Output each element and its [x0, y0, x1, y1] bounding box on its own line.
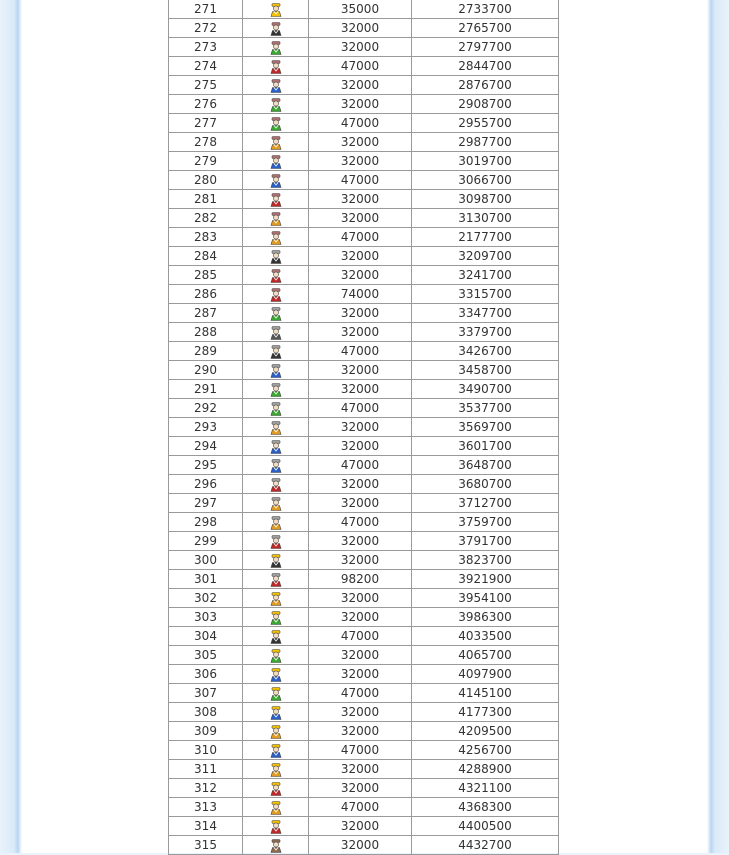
window-frame-left	[0, 0, 22, 853]
level-cell: 280	[169, 171, 243, 190]
total-exp-cell: 4209500	[412, 722, 559, 741]
table-row	[169, 323, 559, 342]
rank-icon	[269, 839, 283, 853]
table-row	[169, 475, 559, 494]
exp-cell: 32000	[309, 95, 412, 114]
total-exp-cell: 3066700	[412, 171, 559, 190]
table-row	[169, 114, 559, 133]
content-panel	[22, 0, 707, 853]
rank-icon	[269, 98, 283, 112]
level-cell: 302	[169, 589, 243, 608]
table-row	[169, 152, 559, 171]
total-exp-cell: 4288900	[412, 760, 559, 779]
table-row	[169, 627, 559, 646]
total-exp-cell: 3569700	[412, 418, 559, 437]
exp-cell: 47000	[309, 627, 412, 646]
rank-icon	[269, 535, 283, 549]
rank-icon	[269, 79, 283, 93]
level-cell: 314	[169, 817, 243, 836]
table-row	[169, 437, 559, 456]
total-exp-cell: 3759700	[412, 513, 559, 532]
rank-icon	[269, 459, 283, 473]
level-cell: 306	[169, 665, 243, 684]
total-exp-cell: 2733700	[412, 0, 559, 19]
rank-icon	[269, 611, 283, 625]
level-cell: 284	[169, 247, 243, 266]
rank-icon-cell	[243, 475, 309, 494]
rank-icon	[269, 744, 283, 758]
rank-icon-cell	[243, 0, 309, 19]
exp-cell: 32000	[309, 836, 412, 855]
total-exp-cell: 4321100	[412, 779, 559, 798]
table-row	[169, 133, 559, 152]
exp-cell: 32000	[309, 38, 412, 57]
total-exp-cell: 3648700	[412, 456, 559, 475]
rank-icon-cell	[243, 342, 309, 361]
level-cell: 279	[169, 152, 243, 171]
table-row	[169, 171, 559, 190]
exp-cell: 47000	[309, 228, 412, 247]
rank-icon	[269, 345, 283, 359]
table-row	[169, 646, 559, 665]
table-row	[169, 190, 559, 209]
table-row	[169, 247, 559, 266]
rank-icon-cell	[243, 399, 309, 418]
table-row	[169, 722, 559, 741]
table-row	[169, 760, 559, 779]
level-cell: 282	[169, 209, 243, 228]
exp-cell: 32000	[309, 19, 412, 38]
rank-icon	[269, 763, 283, 777]
exp-cell: 47000	[309, 798, 412, 817]
exp-cell: 47000	[309, 114, 412, 133]
rank-icon-cell	[243, 228, 309, 247]
total-exp-cell: 3130700	[412, 209, 559, 228]
rank-icon	[269, 383, 283, 397]
table-row	[169, 418, 559, 437]
rank-icon	[269, 212, 283, 226]
level-cell: 278	[169, 133, 243, 152]
table-row	[169, 513, 559, 532]
total-exp-cell: 2765700	[412, 19, 559, 38]
exp-cell: 32000	[309, 209, 412, 228]
total-exp-cell: 3098700	[412, 190, 559, 209]
rank-icon	[269, 497, 283, 511]
exp-cell: 32000	[309, 76, 412, 95]
rank-icon	[269, 41, 283, 55]
exp-cell: 32000	[309, 304, 412, 323]
rank-icon-cell	[243, 38, 309, 57]
rank-icon	[269, 326, 283, 340]
table-row	[169, 817, 559, 836]
level-cell: 281	[169, 190, 243, 209]
exp-cell: 32000	[309, 703, 412, 722]
rank-icon	[269, 364, 283, 378]
rank-icon-cell	[243, 152, 309, 171]
exp-cell: 32000	[309, 418, 412, 437]
total-exp-cell: 3680700	[412, 475, 559, 494]
total-exp-cell: 2797700	[412, 38, 559, 57]
rank-icon-cell	[243, 76, 309, 95]
exp-cell: 32000	[309, 646, 412, 665]
level-cell: 296	[169, 475, 243, 494]
rank-icon	[269, 307, 283, 321]
table-row	[169, 589, 559, 608]
rank-icon	[269, 516, 283, 530]
total-exp-cell: 3490700	[412, 380, 559, 399]
level-cell: 283	[169, 228, 243, 247]
total-exp-cell: 4256700	[412, 741, 559, 760]
total-exp-cell: 3954100	[412, 589, 559, 608]
rank-icon-cell	[243, 779, 309, 798]
rank-icon	[269, 3, 283, 17]
level-cell: 277	[169, 114, 243, 133]
rank-icon-cell	[243, 608, 309, 627]
rank-icon-cell	[243, 589, 309, 608]
exp-cell: 32000	[309, 589, 412, 608]
rank-icon-cell	[243, 57, 309, 76]
rank-icon-cell	[243, 760, 309, 779]
total-exp-cell: 2177700	[412, 228, 559, 247]
table-row	[169, 456, 559, 475]
rank-icon-cell	[243, 95, 309, 114]
rank-icon	[269, 649, 283, 663]
rank-icon-cell	[243, 665, 309, 684]
total-exp-cell: 3209700	[412, 247, 559, 266]
level-table	[168, 0, 559, 855]
table-row	[169, 285, 559, 304]
exp-cell: 74000	[309, 285, 412, 304]
total-exp-cell: 4432700	[412, 836, 559, 855]
rank-icon-cell	[243, 114, 309, 133]
rank-icon-cell	[243, 741, 309, 760]
total-exp-cell: 3458700	[412, 361, 559, 380]
exp-cell: 47000	[309, 456, 412, 475]
level-cell: 274	[169, 57, 243, 76]
exp-cell: 32000	[309, 323, 412, 342]
level-cell: 276	[169, 95, 243, 114]
total-exp-cell: 3791700	[412, 532, 559, 551]
level-cell: 304	[169, 627, 243, 646]
table-row	[169, 76, 559, 95]
table-row	[169, 532, 559, 551]
rank-icon-cell	[243, 285, 309, 304]
rank-icon	[269, 22, 283, 36]
exp-cell: 35000	[309, 0, 412, 19]
rank-icon	[269, 554, 283, 568]
total-exp-cell: 3823700	[412, 551, 559, 570]
level-cell: 291	[169, 380, 243, 399]
total-exp-cell: 3921900	[412, 570, 559, 589]
total-exp-cell: 2908700	[412, 95, 559, 114]
table-row	[169, 361, 559, 380]
table-row	[169, 798, 559, 817]
level-cell: 311	[169, 760, 243, 779]
rank-icon-cell	[243, 171, 309, 190]
rank-icon	[269, 668, 283, 682]
rank-icon	[269, 250, 283, 264]
level-cell: 310	[169, 741, 243, 760]
level-cell: 286	[169, 285, 243, 304]
exp-cell: 32000	[309, 722, 412, 741]
rank-icon	[269, 440, 283, 454]
rank-icon	[269, 421, 283, 435]
table-row	[169, 342, 559, 361]
exp-cell: 32000	[309, 152, 412, 171]
level-cell: 272	[169, 19, 243, 38]
table-row	[169, 95, 559, 114]
exp-cell: 47000	[309, 171, 412, 190]
exp-cell: 32000	[309, 247, 412, 266]
table-row	[169, 684, 559, 703]
table-row	[169, 266, 559, 285]
table-row	[169, 551, 559, 570]
exp-cell: 32000	[309, 817, 412, 836]
total-exp-cell: 3426700	[412, 342, 559, 361]
rank-icon	[269, 782, 283, 796]
table-row	[169, 380, 559, 399]
rank-icon-cell	[243, 437, 309, 456]
level-cell: 275	[169, 76, 243, 95]
level-cell: 290	[169, 361, 243, 380]
total-exp-cell: 2844700	[412, 57, 559, 76]
rank-icon	[269, 117, 283, 131]
level-cell: 271	[169, 0, 243, 19]
level-table-body	[169, 0, 559, 855]
table-row	[169, 608, 559, 627]
level-cell: 305	[169, 646, 243, 665]
exp-cell: 32000	[309, 779, 412, 798]
rank-icon	[269, 231, 283, 245]
rank-icon-cell	[243, 323, 309, 342]
rank-icon	[269, 725, 283, 739]
level-cell: 303	[169, 608, 243, 627]
level-cell: 313	[169, 798, 243, 817]
level-cell: 298	[169, 513, 243, 532]
table-row	[169, 570, 559, 589]
exp-cell: 47000	[309, 513, 412, 532]
rank-icon-cell	[243, 684, 309, 703]
table-row	[169, 779, 559, 798]
rank-icon-cell	[243, 646, 309, 665]
total-exp-cell: 4177300	[412, 703, 559, 722]
exp-cell: 47000	[309, 57, 412, 76]
total-exp-cell: 2987700	[412, 133, 559, 152]
exp-cell: 47000	[309, 741, 412, 760]
total-exp-cell: 3241700	[412, 266, 559, 285]
level-cell: 309	[169, 722, 243, 741]
exp-cell: 32000	[309, 190, 412, 209]
exp-cell: 32000	[309, 266, 412, 285]
rank-icon-cell	[243, 722, 309, 741]
rank-icon-cell	[243, 798, 309, 817]
rank-icon-cell	[243, 627, 309, 646]
rank-icon-cell	[243, 551, 309, 570]
rank-icon	[269, 820, 283, 834]
rank-icon-cell	[243, 570, 309, 589]
rank-icon-cell	[243, 190, 309, 209]
window-frame-right	[707, 0, 729, 853]
table-row	[169, 399, 559, 418]
exp-cell: 47000	[309, 684, 412, 703]
level-cell: 293	[169, 418, 243, 437]
total-exp-cell: 4400500	[412, 817, 559, 836]
exp-cell: 47000	[309, 399, 412, 418]
total-exp-cell: 3315700	[412, 285, 559, 304]
total-exp-cell: 4097900	[412, 665, 559, 684]
rank-icon-cell	[243, 817, 309, 836]
level-cell: 307	[169, 684, 243, 703]
total-exp-cell: 3347700	[412, 304, 559, 323]
table-row	[169, 836, 559, 855]
rank-icon	[269, 288, 283, 302]
rank-icon-cell	[243, 532, 309, 551]
exp-cell: 47000	[309, 342, 412, 361]
rank-icon	[269, 269, 283, 283]
level-cell: 295	[169, 456, 243, 475]
level-cell: 288	[169, 323, 243, 342]
rank-icon	[269, 136, 283, 150]
rank-icon-cell	[243, 133, 309, 152]
total-exp-cell: 3712700	[412, 494, 559, 513]
rank-icon	[269, 155, 283, 169]
level-cell: 285	[169, 266, 243, 285]
total-exp-cell: 3019700	[412, 152, 559, 171]
table-row	[169, 494, 559, 513]
level-cell: 287	[169, 304, 243, 323]
exp-cell: 32000	[309, 760, 412, 779]
exp-cell: 32000	[309, 551, 412, 570]
exp-cell: 98200	[309, 570, 412, 589]
rank-icon	[269, 174, 283, 188]
rank-icon	[269, 706, 283, 720]
rank-icon-cell	[243, 247, 309, 266]
rank-icon	[269, 801, 283, 815]
level-cell: 315	[169, 836, 243, 855]
table-row	[169, 304, 559, 323]
rank-icon-cell	[243, 836, 309, 855]
exp-cell: 32000	[309, 133, 412, 152]
rank-icon	[269, 687, 283, 701]
table-row	[169, 38, 559, 57]
total-exp-cell: 4145100	[412, 684, 559, 703]
level-cell: 312	[169, 779, 243, 798]
level-cell: 299	[169, 532, 243, 551]
rank-icon-cell	[243, 703, 309, 722]
rank-icon-cell	[243, 266, 309, 285]
exp-cell: 32000	[309, 494, 412, 513]
level-cell: 292	[169, 399, 243, 418]
table-row	[169, 57, 559, 76]
rank-icon-cell	[243, 513, 309, 532]
level-cell: 297	[169, 494, 243, 513]
level-cell: 294	[169, 437, 243, 456]
exp-cell: 32000	[309, 532, 412, 551]
total-exp-cell: 4065700	[412, 646, 559, 665]
rank-icon	[269, 402, 283, 416]
total-exp-cell: 3986300	[412, 608, 559, 627]
level-cell: 301	[169, 570, 243, 589]
rank-icon	[269, 193, 283, 207]
table-row	[169, 665, 559, 684]
exp-cell: 32000	[309, 475, 412, 494]
rank-icon	[269, 60, 283, 74]
rank-icon	[269, 478, 283, 492]
table-row	[169, 228, 559, 247]
table-row	[169, 209, 559, 228]
table-row	[169, 19, 559, 38]
level-cell: 289	[169, 342, 243, 361]
total-exp-cell: 3537700	[412, 399, 559, 418]
exp-cell: 32000	[309, 437, 412, 456]
rank-icon	[269, 573, 283, 587]
total-exp-cell: 2876700	[412, 76, 559, 95]
total-exp-cell: 4368300	[412, 798, 559, 817]
rank-icon-cell	[243, 380, 309, 399]
rank-icon	[269, 592, 283, 606]
rank-icon-cell	[243, 418, 309, 437]
rank-icon-cell	[243, 494, 309, 513]
rank-icon-cell	[243, 19, 309, 38]
rank-icon	[269, 630, 283, 644]
rank-icon-cell	[243, 361, 309, 380]
exp-cell: 32000	[309, 380, 412, 399]
total-exp-cell: 3601700	[412, 437, 559, 456]
total-exp-cell: 3379700	[412, 323, 559, 342]
exp-cell: 32000	[309, 361, 412, 380]
table-row	[169, 0, 559, 19]
table-row	[169, 703, 559, 722]
exp-cell: 32000	[309, 608, 412, 627]
exp-cell: 32000	[309, 665, 412, 684]
total-exp-cell: 2955700	[412, 114, 559, 133]
level-cell: 300	[169, 551, 243, 570]
level-cell: 308	[169, 703, 243, 722]
rank-icon-cell	[243, 209, 309, 228]
table-row	[169, 741, 559, 760]
total-exp-cell: 4033500	[412, 627, 559, 646]
level-cell: 273	[169, 38, 243, 57]
rank-icon-cell	[243, 456, 309, 475]
rank-icon-cell	[243, 304, 309, 323]
